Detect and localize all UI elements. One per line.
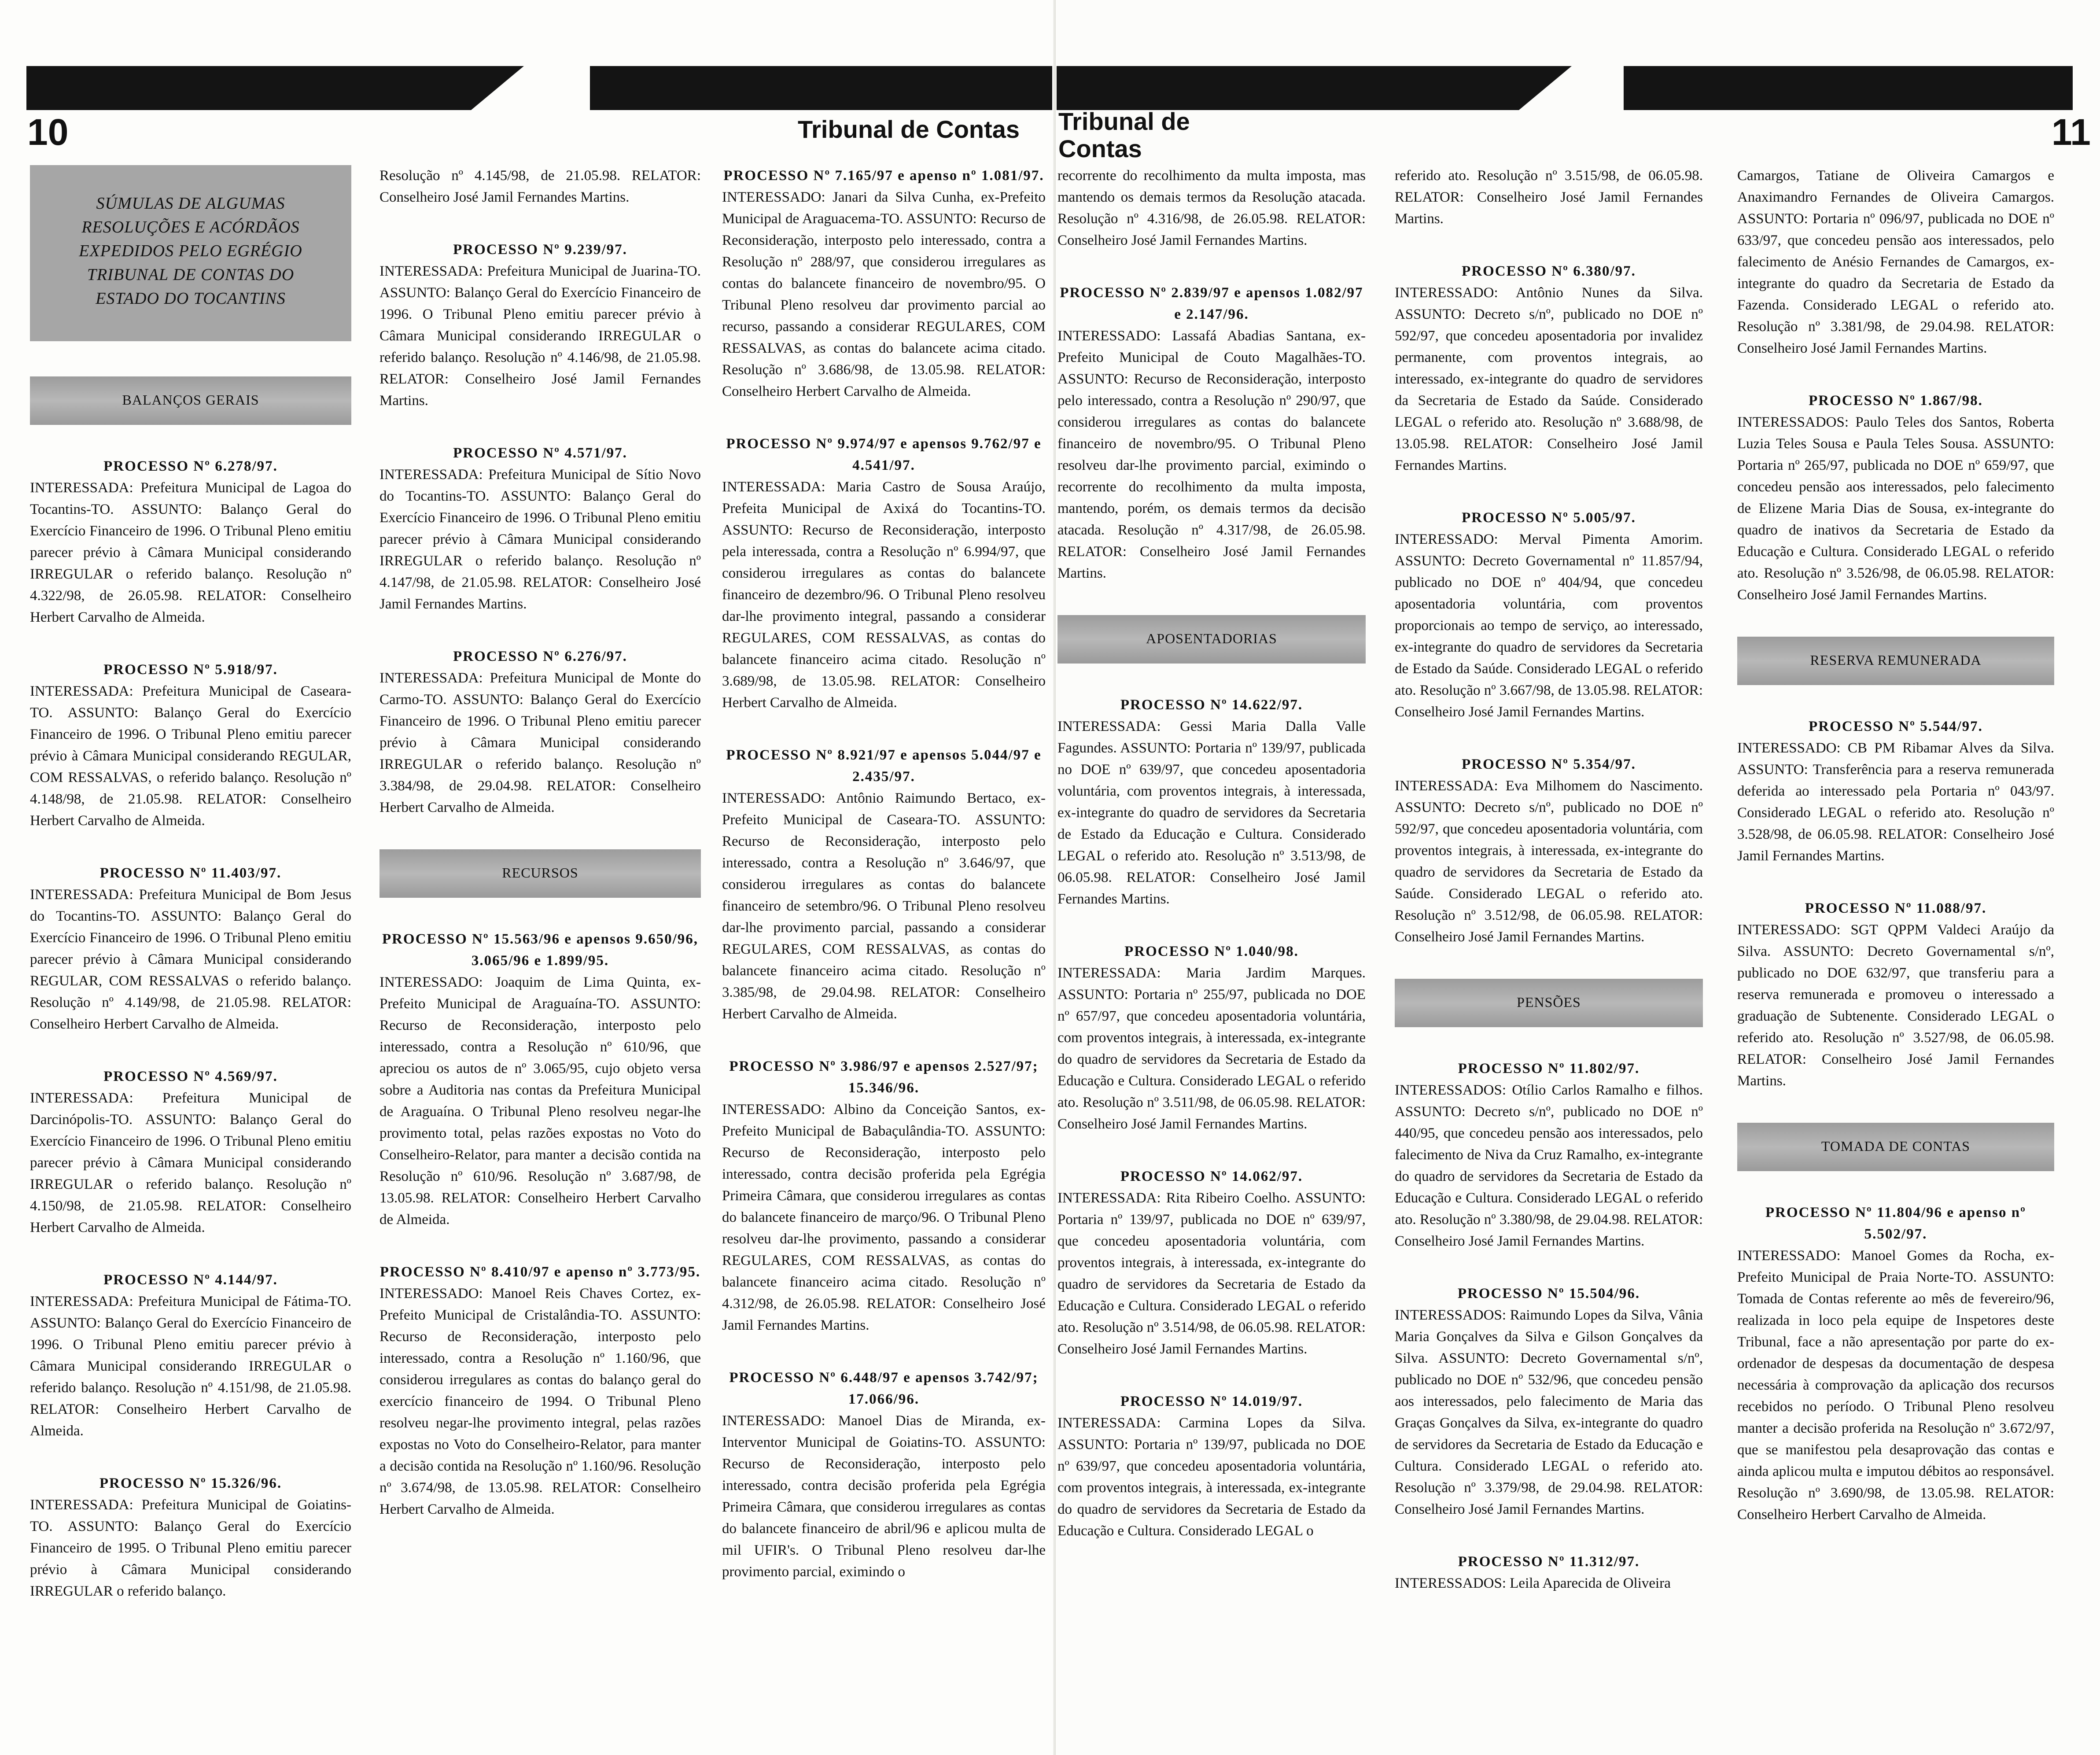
process-text: INTERESSADO: SGT QPPM Valdeci Araújo da Silva. ASSUNTO: Decreto Governamental s/nº, publicado no DOE 632/97, que transferiu para a reserva remunerada e promoveu o interessado a graduação de Subtenente. Considerado LEGAL o referido ato. Resolução nº 3.527/98, de 06.05.98. RELATOR: Conselheiro José Jamil Fernandes Martins.: [1737, 922, 2054, 1089]
process-entry: [1395, 1283, 1703, 1520]
process-number: PROCESSO Nº 1.040/98.: [1124, 944, 1299, 959]
process-entry: [1057, 282, 1366, 584]
section-heading-pensoes: PENSÕES: [1395, 979, 1703, 1027]
process-text: INTERESSADO: Antônio Nunes da Silva. ASSUNTO: Decreto s/nº, publicado no DOE nº 592/97, que concedeu aposentadoria por invalidez permanente, com proventos integrais, ao interessado, ex-integrante do quadro de servidores da Secretaria de Estado da Saúde. Considerado LEGAL o referido ato. Resolução nº 3.688/98, de 13.05.98. RELATOR: Conselheiro José Jamil Fernandes Martins.: [1395, 285, 1703, 473]
process-entry: [1737, 716, 2054, 867]
process-number: PROCESSO Nº 14.019/97.: [1120, 1394, 1303, 1409]
process-text: recorrente do recolhimento da multa imposta, mas mantendo os demais termos da Resolução atacada. Resolução nº 4.316/98, de 26.05.98. RELATOR: Conselheiro José Jamil Fernandes Martins.: [1057, 168, 1366, 248]
process-number: PROCESSO Nº 8.410/97 e apenso nº 3.773/95.: [379, 1264, 701, 1280]
process-number: PROCESSO Nº 6.448/97 e apensos 3.742/97; 17.066/96.: [729, 1370, 1039, 1407]
articles: [1057, 694, 1366, 1542]
process-entry: [1395, 1551, 1703, 1594]
process-number: PROCESSO Nº 15.504/96.: [1457, 1286, 1640, 1302]
articles: [379, 165, 701, 819]
section-heading-aposentadorias: APOSENTADORIAS: [1057, 615, 1366, 664]
articles: [1057, 165, 1366, 584]
process-text: INTERESSADOS: Paulo Teles dos Santos, Roberta Luzia Teles Sousa e Paula Teles Sousa. ASSUNTO: Portaria nº 265/97, publicada no DOE nº 659/97, que concedeu pensão aos interessados, pelo falecimento de Elizene Maria Dias de Sousa, ex-integrante do quadro de inativos da Secretaria de Estado da Educação e Cultura. Considerado LEGAL o referido ato. Resolução nº 3.526/98, de 06.05.98. RELATOR: Conselheiro José Jamil Fernandes Martins.: [1737, 414, 2054, 603]
process-entry: [379, 442, 701, 615]
process-entry: [1395, 507, 1703, 723]
articles: [30, 456, 351, 1602]
process-number: PROCESSO Nº 8.921/97 e apensos 5.044/97 e 2.435/97.: [726, 747, 1042, 785]
process-number: PROCESSO Nº 5.354/97.: [1462, 756, 1636, 772]
header-band: [26, 66, 471, 110]
process-text: INTERESSADO: Merval Pimenta Amorim. ASSUNTO: Decreto Governamental nº 11.857/94, publicado no DOE nº 404/94, que concedeu aposentadoria voluntária, com proventos proporcionais ao tempo de serviço, ao interessado, ex-integrante do quadro de servidores da Secretaria de Estado da Saúde. Considerado LEGAL o referido ato. Resolução nº 3.667/98, de 13.05.98. RELATOR: Conselheiro José Jamil Fernandes Martins.: [1395, 531, 1703, 720]
process-entry: [722, 1367, 1046, 1583]
header-band: [1624, 66, 2073, 110]
articles: [1737, 1202, 2054, 1526]
process-text: INTERESSADA: Prefeitura Municipal de Bom Jesus do Tocantins-TO. ASSUNTO: Balanço Geral do Exercício Financeiro de 1996. O Tribunal Pleno emitiu parecer prévio à Câmara Municipal considerando REGULAR, COM RESSALVAS o referido balanço. Resolução nº 4.149/98, de 21.05.98. RELATOR: Conselheiro Herbert Carvalho de Almeida.: [30, 887, 351, 1032]
process-number: PROCESSO Nº 4.571/97.: [453, 445, 627, 461]
process-text: INTERESSADA: Rita Ribeiro Coelho. ASSUNTO: Portaria nº 139/97, publicada no DOE nº 639/97, que concedeu aposentadoria voluntária, com proventos integrais, à interessada, ex-integrante do quadro de servidores da Secretaria de Estado da Educação e Cultura. Considerado LEGAL o referido ato. Resolução nº 3.514/98, de 06.05.98. RELATOR: Conselheiro José Jamil Fernandes Martins.: [1057, 1190, 1366, 1357]
process-entry: [379, 1261, 701, 1520]
header-band: [1057, 66, 1519, 110]
right-page: [1056, 0, 2100, 1755]
column-3: [722, 165, 1046, 1614]
process-entry: [722, 433, 1046, 714]
articles: [1395, 165, 1703, 948]
process-text: INTERESSADA: Carmina Lopes da Silva. ASSUNTO: Portaria nº 139/97, publicada no DOE nº 639/97, que concedeu aposentadoria voluntária, com proventos integrais, à interessada, ex-integrante do quadro de servidores da Secretaria de Estado da Educação e Cultura. Considerado LEGAL o: [1057, 1415, 1366, 1539]
process-text: INTERESSADA: Prefeitura Municipal de Monte do Carmo-TO. ASSUNTO: Balanço Geral do Exercício Financeiro de 1996. O Tribunal Pleno emitiu parecer prévio à Câmara Municipal considerando IRREGULAR o referido balanço. Resolução nº 3.384/98, de 29.04.98. RELATOR: Conselheiro Herbert Carvalho de Almeida.: [379, 670, 701, 815]
process-text: INTERESSADA: Prefeitura Municipal de Sítio Novo do Tocantins-TO. ASSUNTO: Balanço Geral do Exercício Financeiro de 1996. O Tribunal Pleno emitiu parecer prévio à Câmara Municipal considerando IRREGULAR o referido balanço. Resolução nº 4.147/98, de 21.05.98. RELATOR: Conselheiro José Jamil Fernandes Martins.: [379, 467, 701, 612]
page-number: 11: [2052, 111, 2091, 153]
process-number: PROCESSO Nº 11.804/96 e apenso nº 5.502/97.: [1765, 1205, 2026, 1242]
section-heading-balancos: BALANÇOS GERAIS: [30, 376, 351, 425]
process-entry: [1737, 1202, 2054, 1526]
process-entry: [30, 1066, 351, 1239]
sumulas-line: TRIBUNAL DE CONTAS DO: [87, 265, 295, 284]
process-text: INTERESSADOS: Raimundo Lopes da Silva, Vânia Maria Gonçalves da Silva e Gilson Gonçalves da Silva. ASSUNTO: Decreto Governamental s/nº, publicado no DOE nº 532/96, que concedeu pensão aos interessados, pelo falecimento de Maria das Graças Gonçalves da Silva, ex-integrante do quadro de servidores da Secretaria de Estado da Educação e Cultura. Considerado LEGAL o referido ato. Resolução nº 3.379/98, de 29.04.98. RELATOR: Conselheiro José Jamil Fernandes Martins.: [1395, 1307, 1703, 1517]
process-text: INTERESSADA: Eva Milhomem do Nascimento. ASSUNTO: Decreto s/nº, publicado no DOE nº 592/97, que concedeu aposentadoria voluntária, com proventos integrais, à interessada, ex-integrante do quadro de servidores da Secretaria de Estado da Saúde. Considerado LEGAL o referido ato. Resolução nº 3.512/98, de 06.05.98. RELATOR: Conselheiro José Jamil Fernandes Martins.: [1395, 778, 1703, 945]
process-text: INTERESSADO: Joaquim de Lima Quinta, ex-Prefeito Municipal de Araguaína-TO. ASSUNTO: Recurso de Reconsideração, interposto pelo interessado, contra a Resolução nº 610/96, que apreciou os autos de nº 3.065/95, cujo objeto versa sobre a Auditoria nas contas da Prefeitura Municipal de Araguaína. O Tribunal Pleno resolveu negar-lhe provimento total, pelas razões expostas no Voto do Conselheiro-Relator, para manter a decisão contida na Resolução nº 610/96. Resolução nº 3.687/98, de 13.05.98. RELATOR: Conselheiro Herbert Carvalho de Almeida.: [379, 974, 701, 1228]
process-number: PROCESSO Nº 11.312/97.: [1458, 1554, 1640, 1570]
process-text: INTERESSADA: Prefeitura Municipal de Fátima-TO. ASSUNTO: Balanço Geral do Exercício Financeiro de 1996. O Tribunal Pleno emitiu parecer prévio à Câmara Municipal considerando IRREGULAR o referido balanço. Resolução nº 4.151/98, de 21.05.98. RELATOR: Conselheiro Herbert Carvalho de Almeida.: [30, 1294, 351, 1439]
articles: [379, 929, 701, 1520]
articles: [1737, 165, 2054, 606]
process-text: INTERESSADA: Prefeitura Municipal de Lagoa do Tocantins-TO. ASSUNTO: Balanço Geral do Exercício Financeiro de 1996. O Tribunal Pleno emitiu parecer prévio à Câmara Municipal considerando IRREGULAR o referido balanço. Resolução nº 4.322/98, de 26.05.98. RELATOR: Conselheiro Herbert Carvalho de Almeida.: [30, 480, 351, 625]
process-text: referido ato. Resolução nº 3.515/98, de 06.05.98. RELATOR: Conselheiro José Jamil Fernandes Martins.: [1395, 168, 1703, 227]
process-number: PROCESSO Nº 5.005/97.: [1462, 510, 1636, 526]
process-entry: [30, 1269, 351, 1442]
process-number: PROCESSO Nº 15.563/96 e apensos 9.650/96, 3.065/96 e 1.899/95.: [382, 931, 699, 969]
process-text: INTERESSADO: Manoel Reis Chaves Cortez, ex-Prefeito Municipal de Cristalândia-TO. ASSUNTO: Recurso de Reconsideração, interposto pelo interessado, contra a Resolução nº 1.160/96, que considerou irregulares as contas do balanço geral do exercício financeiro de 1994. O Tribunal Pleno resolveu negar-lhe provimento integral, pelas razões expostas no Voto do Conselheiro-Relator, para manter a decisão contida na Resolução nº 1.160/96. Resolução nº 3.674/98, de 13.05.98. RELATOR: Conselheiro Herbert Carvalho de Almeida.: [379, 1286, 701, 1517]
sumulas-line: RESOLUÇÕES E ACÓRDÃOS: [81, 218, 300, 236]
process-entry: [1737, 390, 2054, 606]
header-band-tip: [471, 66, 524, 110]
process-number: PROCESSO Nº 5.544/97.: [1809, 719, 1983, 734]
process-entry: [30, 863, 351, 1035]
process-text: INTERESSADA: Prefeitura Municipal de Caseara-TO. ASSUNTO: Balanço Geral do Exercício Financeiro de 1996. O Tribunal Pleno emitiu parecer prévio à Câmara Municipal considerando REGULAR, COM RESSALVAS, o referido balanço. Resolução nº 4.148/98, de 21.05.98. RELATOR: Conselheiro Herbert Carvalho de Almeida.: [30, 683, 351, 829]
process-text: INTERESSADO: Antônio Raimundo Bertaco, ex-Prefeito Municipal de Caseara-TO. ASSUNTO: Recurso de Reconsideração, interposto pelo interessado, contra a Resolução nº 3.646/97, que considerou irregulares as contas do balancete financeiro de setembro/96. O Tribunal Pleno resolveu dar-lhe provimento parcial, passando a considerar REGULARES, COM RESSALVAS, as contas do balancete financeiro acima citado. Resolução nº 3.385/98, de 29.04.98. RELATOR: Conselheiro Herbert Carvalho de Almeida.: [722, 790, 1046, 1022]
articles: [1395, 1058, 1703, 1594]
sumulas-line: EXPEDIDOS PELO EGRÉGIO: [79, 242, 302, 260]
process-entry: [722, 1056, 1046, 1336]
articles: [722, 165, 1046, 1583]
process-text: INTERESSADA: Gessi Maria Dalla Valle Fagundes. ASSUNTO: Portaria nº 139/97, publicada no DOE nº 639/97, que concedeu aposentadoria voluntária, com proventos integrais, à interessada, ex-integrante do quadro de servidores da Secretaria de Estado da Educação e Cultura. Considerado LEGAL o referido ato. Resolução nº 3.513/98, de 06.05.98. RELATOR: Conselheiro José Jamil Fernandes Martins.: [1057, 719, 1366, 907]
process-text: INTERESSADO: Manoel Gomes da Rocha, ex-Prefeito Municipal de Praia Norte-TO. ASSUNTO: Tomada de Contas referente ao mês de fevereiro/96, realizada in loco pela equipe de Inspetores deste Tribunal, face a não apresentação por parte do ex-ordenador de despesas da documentação de despesa necessária à comprovação da aplicação dos recursos recebidos no período. O Tribunal Pleno resolveu manter a decisão proferida na Resolução nº 3.672/97, que se manifestou pela desaprovação das contas e ainda aplicou multa e imputou débitos ao responsável. Resolução nº 3.690/98, de 13.05.98. RELATOR: Conselheiro Herbert Carvalho de Almeida.: [1737, 1248, 2054, 1523]
process-text: Camargos, Tatiane de Oliveira Camargos e Anaximandro Fernandes de Oliveira Camargos. ASSUNTO: Portaria nº 096/97, publicada no DOE nº 633/97, que concedeu pensão aos interessados, pelo falecimento de Anésio Fernandes de Camargos, ex-integrante do quadro da Secretaria de Estado da Fazenda. Considerado LEGAL o referido ato. Resolução nº 3.381/98, de 29.04.98. RELATOR: Conselheiro José Jamil Fernandes Martins.: [1737, 168, 2054, 356]
running-head: Tribunal de Contas: [1058, 107, 1190, 162]
process-text: Resolução nº 4.145/98, de 21.05.98. RELATOR: Conselheiro José Jamil Fernandes Martins.: [379, 168, 701, 205]
process-entry: [30, 1473, 351, 1602]
process-number: PROCESSO Nº 6.276/97.: [453, 649, 627, 664]
process-number: PROCESSO Nº 7.165/97 e apenso nº 1.081/97.: [723, 168, 1044, 184]
sumulas-line: ESTADO DO TOCANTINS: [96, 289, 286, 308]
header-band-tip: [1519, 66, 1572, 110]
column-1: [30, 165, 351, 1633]
section-heading-tomada: TOMADA DE CONTAS: [1737, 1123, 2054, 1171]
process-text: INTERESSADO: CB PM Ribamar Alves da Silva. ASSUNTO: Transferência para a reserva remunerada deferida ao interessado pela Portaria nº 043/97. Considerado LEGAL o referido ato. Resolução nº 3.528/98, de 06.05.98. RELATOR: Conselheiro José Jamil Fernandes Martins.: [1737, 740, 2054, 864]
process-number: PROCESSO Nº 9.239/97.: [453, 242, 627, 258]
process-number: PROCESSO Nº 11.403/97.: [99, 865, 282, 881]
process-entry: [1057, 694, 1366, 910]
process-number: PROCESSO Nº 14.062/97.: [1120, 1169, 1303, 1184]
process-entry: [379, 646, 701, 819]
process-text: INTERESSADO: Janari da Silva Cunha, ex-Prefeito Municipal de Araguacema-TO. ASSUNTO: Recurso de Reconsideração, interposto pelo interessado, contra a Resolução nº 288/97, que considerou irregulares as contas do balancete financeiro de novembro/95. O Tribunal Pleno resolveu dar provimento parcial ao recurso, passando a considerar REGULARES, COM RESSALVAS, as contas do balancete acima citado. Resolução nº 3.686/98, de 13.05.98. RELATOR: Conselheiro Herbert Carvalho de Almeida.: [722, 189, 1046, 399]
process-entry: [379, 929, 701, 1231]
process-number: PROCESSO Nº 2.839/97 e apensos 1.082/97 e 2.147/96.: [1060, 285, 1363, 322]
sumulas-title-box: [30, 165, 351, 341]
section-heading-reserva: RESERVA REMUNERADA: [1737, 637, 2054, 685]
process-number: PROCESSO Nº 14.622/97.: [1120, 697, 1303, 713]
process-entry: [1737, 165, 2054, 359]
process-text: INTERESSADA: Maria Castro de Sousa Araújo, Prefeita Municipal de Axixá do Tocantins-TO. ASSUNTO: Recurso de Reconsideração, interposto pela interessada, contra a Resolução nº 6.994/97, que considerou irregulares as contas do balancete financeiro de dezembro/96. O Tribunal Pleno resolveu dar-lhe provimento integral, passando a considerar REGULARES, COM RESSALVAS, as contas do balancete financeiro acima citado. Resolução nº 3.689/98, de 13.05.98. RELATOR: Conselheiro Herbert Carvalho de Almeida.: [722, 479, 1046, 711]
process-entry: [1395, 1058, 1703, 1252]
process-entry: [1395, 261, 1703, 476]
column-2: [379, 165, 701, 1551]
column-2: [1395, 165, 1703, 1625]
process-number: PROCESSO Nº 11.088/97.: [1805, 900, 1987, 916]
process-text: INTERESSADOS: Leila Aparecida de Oliveira: [1395, 1575, 1671, 1591]
column-1: [1057, 165, 1366, 1573]
process-entry: [1395, 754, 1703, 948]
articles: [1737, 716, 2054, 1092]
process-entry: [379, 165, 701, 208]
process-entry: [30, 456, 351, 628]
process-text: INTERESSADO: Manoel Dias de Miranda, ex-Interventor Municipal de Goiatins-TO. ASSUNTO: Recurso de Reconsideração, interposto pelo interessado, contra decisão proferida pela Egrégia Primeira Câmara, que considerou irregulares as contas do balancete financeiro de abril/96 e aplicou multa de mil UFIR's. O Tribunal Pleno resolveu dar-lhe provimento parcial, eximindo o: [722, 1413, 1046, 1580]
process-entry: [1737, 898, 2054, 1092]
process-text: INTERESSADA: Prefeitura Municipal de Goiatins-TO. ASSUNTO: Balanço Geral do Exercício Financeiro de 1995. O Tribunal Pleno emitiu parecer prévio à Câmara Municipal considerando IRREGULAR o referido balanço.: [30, 1497, 351, 1599]
process-number: PROCESSO Nº 9.974/97 e apensos 9.762/97 e 4.541/97.: [726, 436, 1042, 473]
running-head: Tribunal de Contas: [798, 115, 1020, 143]
process-number: PROCESSO Nº 4.569/97.: [103, 1069, 278, 1084]
process-number: PROCESSO Nº 6.380/97.: [1462, 263, 1636, 279]
process-entry: [1057, 941, 1366, 1135]
header-band: [590, 66, 1052, 110]
sumulas-line: SÚMULAS DE ALGUMAS: [96, 194, 285, 213]
process-entry: [1057, 1391, 1366, 1542]
process-entry: [722, 165, 1046, 402]
process-number: PROCESSO Nº 15.326/96.: [99, 1475, 282, 1491]
process-entry: [30, 659, 351, 832]
page-number: 10: [27, 111, 69, 153]
process-text: INTERESSADOS: Otílio Carlos Ramalho e filhos. ASSUNTO: Decreto s/nº, publicado no DOE nº 440/95, que concedeu pensão aos interessados, pelo falecimento de Niva da Cruz Ramalho, ex-integrante do quadro de servidores da Secretaria de Estado da Educação e Cultura. Considerado LEGAL o referido ato. Resolução nº 3.380/98, de 29.04.98. RELATOR: Conselheiro José Jamil Fernandes Martins.: [1395, 1082, 1703, 1249]
column-3: [1737, 165, 2054, 1556]
process-number: PROCESSO Nº 11.802/97.: [1458, 1061, 1640, 1077]
process-entry: [379, 239, 701, 412]
process-entry: [1057, 1166, 1366, 1360]
process-entry: [722, 745, 1046, 1025]
process-entry: [1057, 165, 1366, 251]
process-text: INTERESSADO: Albino da Conceição Santos, ex-Prefeito Municipal de Babaçulândia-TO. ASSUNTO: Recurso de Reconsideração, interposto pelo interessado, contra decisão proferida pela Egrégia Primeira Câmara, que considerou irregulares as contas do balancete financeiro de março/96. O Tribunal Pleno resolveu dar-lhe provimento, passando a considerar REGULARES, COM RESSALVAS, as contas do balancete financeiro acima citado. Resolução nº 4.312/98, de 26.05.98. RELATOR: Conselheiro José Jamil Fernandes Martins.: [722, 1102, 1046, 1333]
process-number: PROCESSO Nº 5.918/97.: [103, 662, 278, 678]
process-entry: [1395, 165, 1703, 230]
process-number: PROCESSO Nº 4.144/97.: [103, 1272, 278, 1288]
process-number: PROCESSO Nº 1.867/98.: [1809, 393, 1983, 409]
process-number: PROCESSO Nº 3.986/97 e apensos 2.527/97; 15.346/96.: [729, 1058, 1039, 1096]
process-text: INTERESSADO: Lassafá Abadias Santana, ex-Prefeito Municipal de Couto Magalhães-TO. ASSUNTO: Recurso de Reconsideração, interposto pelo interessado, contra a Resolução nº 290/97, que considerou irregulares as contas do balancete financeiro de novembro/95. O Tribunal Pleno resolveu dar-lhe provimento parcial, eximindo o recorrente do recolhimento da multa imposta, mantendo, porém, os demais termos da decisão atacada. Resolução nº 4.317/98, de 26.05.98. RELATOR: Conselheiro José Jamil Fernandes Martins.: [1057, 328, 1366, 581]
section-heading-recursos: RECURSOS: [379, 849, 701, 898]
process-number: PROCESSO Nº 6.278/97.: [103, 458, 278, 474]
process-text: INTERESSADA: Maria Jardim Marques. ASSUNTO: Portaria nº 255/97, publicada no DOE nº 657/97, que concedeu aposentadoria voluntária, com proventos integrais, à interessada, ex-integrante do quadro de servidores da Secretaria de Estado da Educação e Cultura. Considerado LEGAL o referido ato. Resolução nº 3.511/98, de 06.05.98. RELATOR: Conselheiro José Jamil Fernandes Martins.: [1057, 965, 1366, 1132]
process-text: INTERESSADA: Prefeitura Municipal de Darcinópolis-TO. ASSUNTO: Balanço Geral do Exercício Financeiro de 1996. O Tribunal Pleno emitiu parecer prévio à Câmara Municipal considerando IRREGULAR o referido balanço. Resolução nº 4.150/98, de 21.05.98. RELATOR: Conselheiro Herbert Carvalho de Almeida.: [30, 1090, 351, 1235]
process-text: INTERESSADA: Prefeitura Municipal de Juarina-TO. ASSUNTO: Balanço Geral do Exercício Financeiro de 1996. O Tribunal Pleno emitiu parecer prévio à Câmara Municipal considerando IRREGULAR o referido balanço. Resolução nº 4.146/98, de 21.05.98. RELATOR: Conselheiro José Jamil Fernandes Martins.: [379, 263, 701, 409]
